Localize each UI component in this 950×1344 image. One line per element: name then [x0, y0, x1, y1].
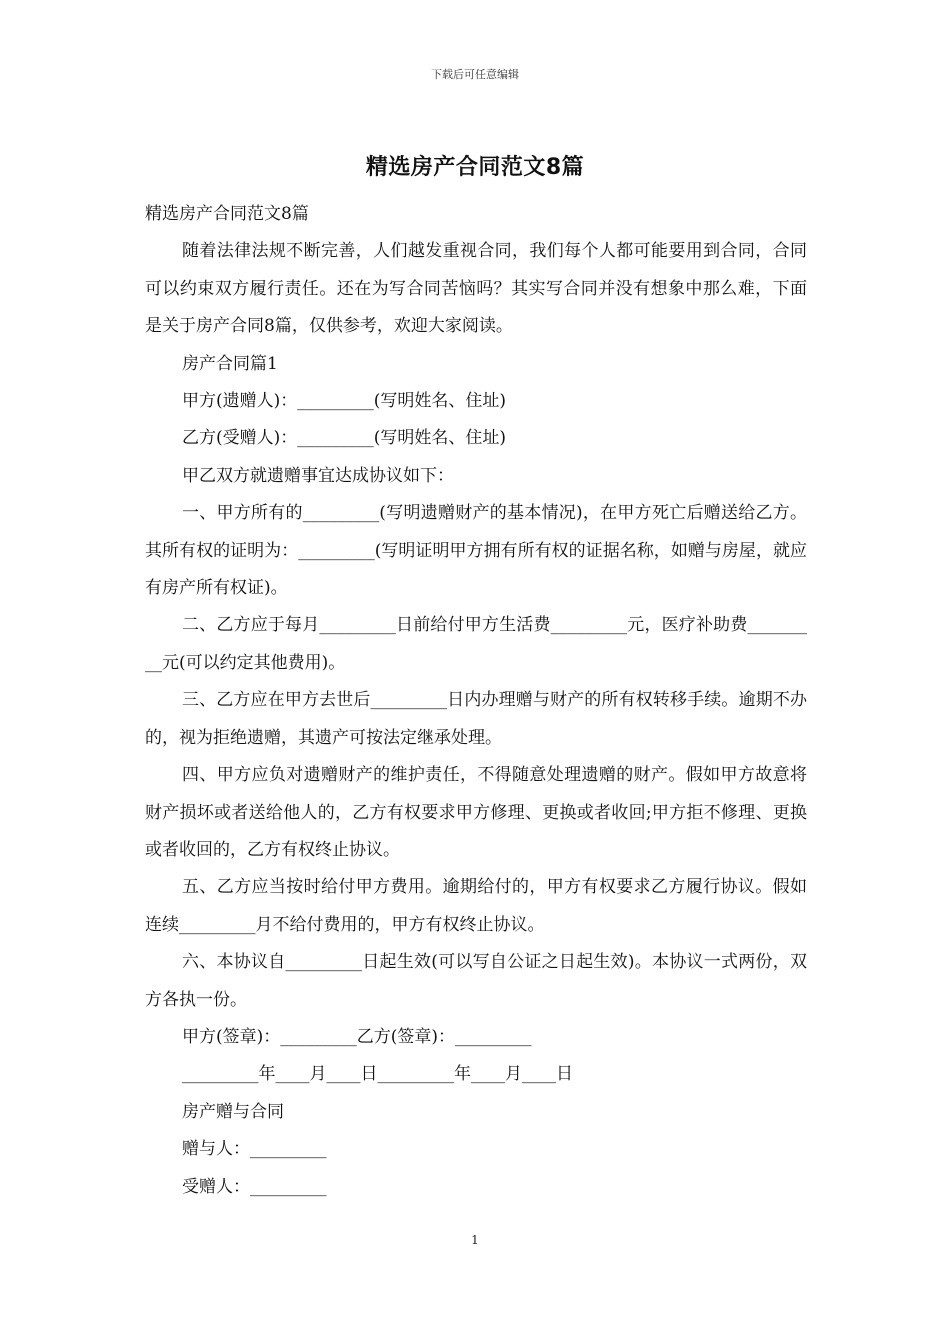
page-number: 1 — [471, 1233, 479, 1247]
clause-5: 五、乙方应当按时给付甲方费用。逾期给付的，甲方有权要求乙方履行协议。假如连续_________月不给付费用的，甲方有权终止协议。 — [145, 877, 807, 935]
party-b-line: 乙方(受赠人)：_________(写明姓名、住址) — [182, 428, 507, 449]
document-title: 精选房产合同范文8篇 — [365, 155, 585, 180]
party-a-line: 甲方(遗赠人)：_________(写明姓名、住址) — [182, 391, 507, 412]
clause-6: 六、本协议自_________日起生效(可以写自公证之日起生效)。本协议一式两份，双方各执一份。 — [145, 952, 807, 1010]
signature-line: 甲方(签章)：_________乙方(签章)：_________ — [182, 1026, 532, 1047]
section-heading: 房产合同篇1 — [182, 353, 278, 374]
date-line: _________年____月____日_________年____月____日 — [182, 1064, 573, 1085]
page-header: 下载后可任意编辑 — [431, 68, 519, 81]
subtitle-paragraph: 精选房产合同范文8篇 — [145, 204, 309, 224]
intro-paragraph: 随着法律法规不断完善，人们越发重视合同，我们每个人都可能要用到合同，合同可以约束双方履行责任。还在为写合同苦恼吗？其实写合同并没有想象中那么难，下面是关于房产合同8篇，仅供参考，欢迎大家阅读。 — [145, 241, 807, 337]
clause-3: 三、乙方应在甲方去世后_________日内办理赠与财产的所有权转移手续。逾期不办的，视为拒绝遗赠，其遗产可按法定继承处理。 — [145, 690, 807, 748]
clause-1: 一、甲方所有的_________(写明遗赠财产的基本情况)，在甲方死亡后赠送给乙方。其所有权的证明为：_________(写明证明甲方拥有所有权的证据名称，如赠与房屋，就应有房产所有权证)。 — [145, 503, 807, 599]
clause-2: 二、乙方应于每月_________日前给付甲方生活费_________元，医疗补助费_________元(可以约定其他费用)。 — [145, 615, 807, 673]
document-body — [145, 196, 807, 1206]
gift-contract-heading: 房产赠与合同 — [182, 1101, 284, 1122]
donee-line: 受赠人：_________ — [182, 1176, 327, 1197]
donor-line: 赠与人：_________ — [182, 1139, 327, 1160]
agreement-intro: 甲乙双方就遗赠事宜达成协议如下： — [182, 465, 454, 486]
clause-4: 四、甲方应负对遗赠财产的维护责任，不得随意处理遗赠的财产。假如甲方故意将财产损坏或者送给他人的，乙方有权要求甲方修理、更换或者收回;甲方拒不修理、更换或者收回的，乙方有权终止协议。 — [145, 765, 807, 860]
